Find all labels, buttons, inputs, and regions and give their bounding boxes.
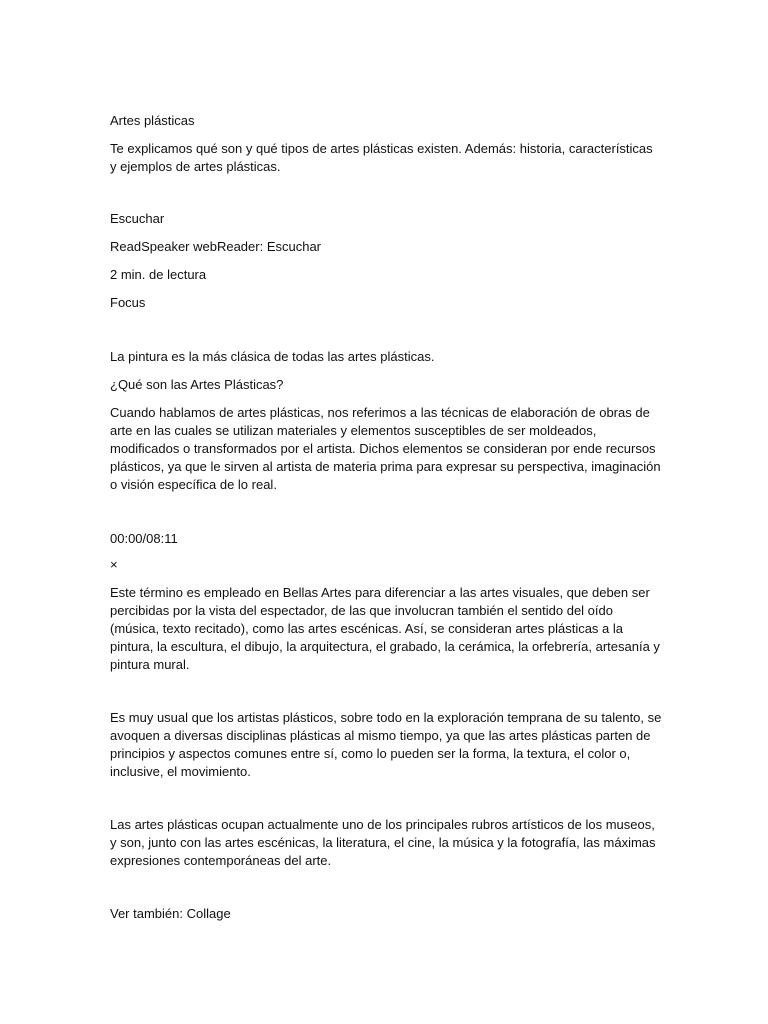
image-caption: La pintura es la más clásica de todas las artes plásticas.	[110, 349, 435, 364]
focus-link[interactable]: Focus	[110, 295, 146, 310]
close-button[interactable]: ×	[110, 557, 118, 572]
see-also-link[interactable]: Ver también: Collage	[110, 906, 231, 921]
paragraph-artistas: Es muy usual que los artistas plásticos, sobre todo en la exploración temprana de su talento, se avoquen a diversas disciplinas plásticas al mismo tiempo, ya que las artes plásticas parten de principios y aspectos comunes entre sí, como lo pueden ser la forma, la textura, el color o, inclusive, el movimiento.	[110, 710, 662, 779]
listen-link[interactable]: Escuchar	[110, 211, 165, 226]
section-heading: ¿Qué son las Artes Plásticas?	[110, 377, 284, 392]
paragraph-museos: Las artes plásticas ocupan actualmente uno de los principales rubros artísticos de los museos, y son, junto con las artes escénicas, la literatura, el cine, la música y la fotografía, las máximas expresiones contemporáneas del arte.	[110, 817, 656, 868]
media-time-readout: 00:00/08:11	[110, 531, 178, 546]
page-title: Artes plásticas	[110, 113, 195, 128]
document-page	[110, 112, 662, 923]
paragraph-definition: Cuando hablamos de artes plásticas, nos referimos a las técnicas de elaboración de obras de arte en las cuales se utilizan materiales y elementos susceptibles de ser moldeados, modificados o transformados por el artista. Dichos elementos se consideran por ende recursos plásticos, ya que le sirven al artista de materia prima para expresar su perspectiva, imaginación o visión específica de lo real.	[110, 405, 661, 492]
readspeaker-link[interactable]: ReadSpeaker webReader: Escuchar	[110, 239, 322, 254]
read-time: 2 min. de lectura	[110, 267, 207, 282]
intro-paragraph: Te explicamos qué son y qué tipos de artes plásticas existen. Además: historia, características y ejemplos de artes plásticas.	[110, 141, 653, 174]
paragraph-bellas-artes: Este término es empleado en Bellas Artes para diferenciar a las artes visuales, que deben ser percibidas por la vista del espectador, de las que involucran también el sentido del oído (música, texto recitado), como las artes escénicas. Así, se consideran artes plásticas a la pintura, la escultura, el dibujo, la arquitectura, el grabado, la cerámica, la orfebrería, artesanía y pintura mural.	[110, 585, 660, 672]
